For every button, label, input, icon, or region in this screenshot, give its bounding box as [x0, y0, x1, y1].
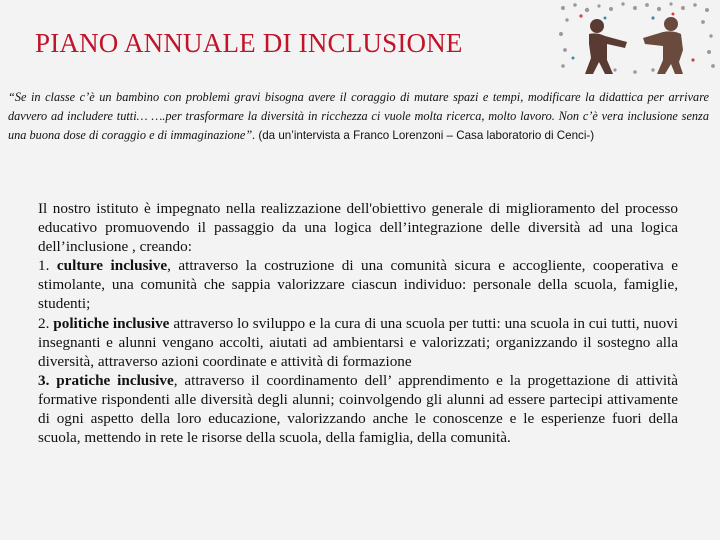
page-title: PIANO ANNUALE DI INCLUSIONE	[35, 28, 463, 58]
item-text: , attraverso la costruzione di una comunità sicura e accogliente, cooperativa e stimolante, una comunità che sappia valorizzare ciascun individuo: personale della scuola, famiglie, studenti;	[38, 257, 679, 313]
quote-paragraph	[8, 88, 709, 145]
body-text	[38, 199, 678, 447]
item-text: attraverso lo sviluppo e la cura di una scuola per tutti: una scuola in cui tutti, nuovi insegnanti e alunni vengano accolti, aiutati ad ambientarsi e valorizzati; organizzando il sostegno alla diversità, attraverso azioni coordinate e attività di formazione	[38, 314, 679, 370]
item-number: 2.	[38, 314, 50, 332]
item-keyword: pratiche inclusive	[56, 371, 174, 389]
body-intro: Il nostro istituto è impegnato nella realizzazione dell'obiettivo generale di miglioramento del processo educativo promuovendo il passaggio da una logica dell’integrazione delle diversità ad una logica dell’inclusione , creando:	[38, 200, 678, 256]
list-item	[38, 371, 678, 447]
item-keyword: politiche inclusive	[53, 314, 170, 332]
item-keyword: culture inclusive	[56, 257, 168, 275]
item-text: , attraverso il coordinamento dell’ apprendimento e la progettazione di attività formative rispondenti alle diversità degli alunni; coinvolgendo gli alunni ad essere partecipi attivamente di ogni aspetto della loro educazione, valorizzando anche le conoscenze e le esperienze fuori della scuola, mettendo in rete le risorse della scuola, della famiglia, della comunità.	[38, 371, 679, 447]
item-number: 1.	[38, 257, 50, 275]
list-item	[38, 256, 678, 313]
list-item	[38, 314, 678, 371]
quote-text: “Se in classe c’è un bambino con problemi gravi bisogna avere il coraggio di mutare spazi e tempi, modificare la didattica per arrivare davvero ad includere tutti… ….per trasformare la diversità in ricchezza ci vuole molta ricerca, molto lavoro. Non c’è vera inclusione senza una buona dose di coraggio e di immaginazione”.	[8, 90, 709, 142]
quote-source: (da un’intervista a Franco Lorenzoni – Casa laboratorio di Cenci-)	[258, 129, 595, 142]
people-reaching-hands-illustration	[553, 0, 720, 76]
item-number: 3.	[38, 371, 50, 389]
